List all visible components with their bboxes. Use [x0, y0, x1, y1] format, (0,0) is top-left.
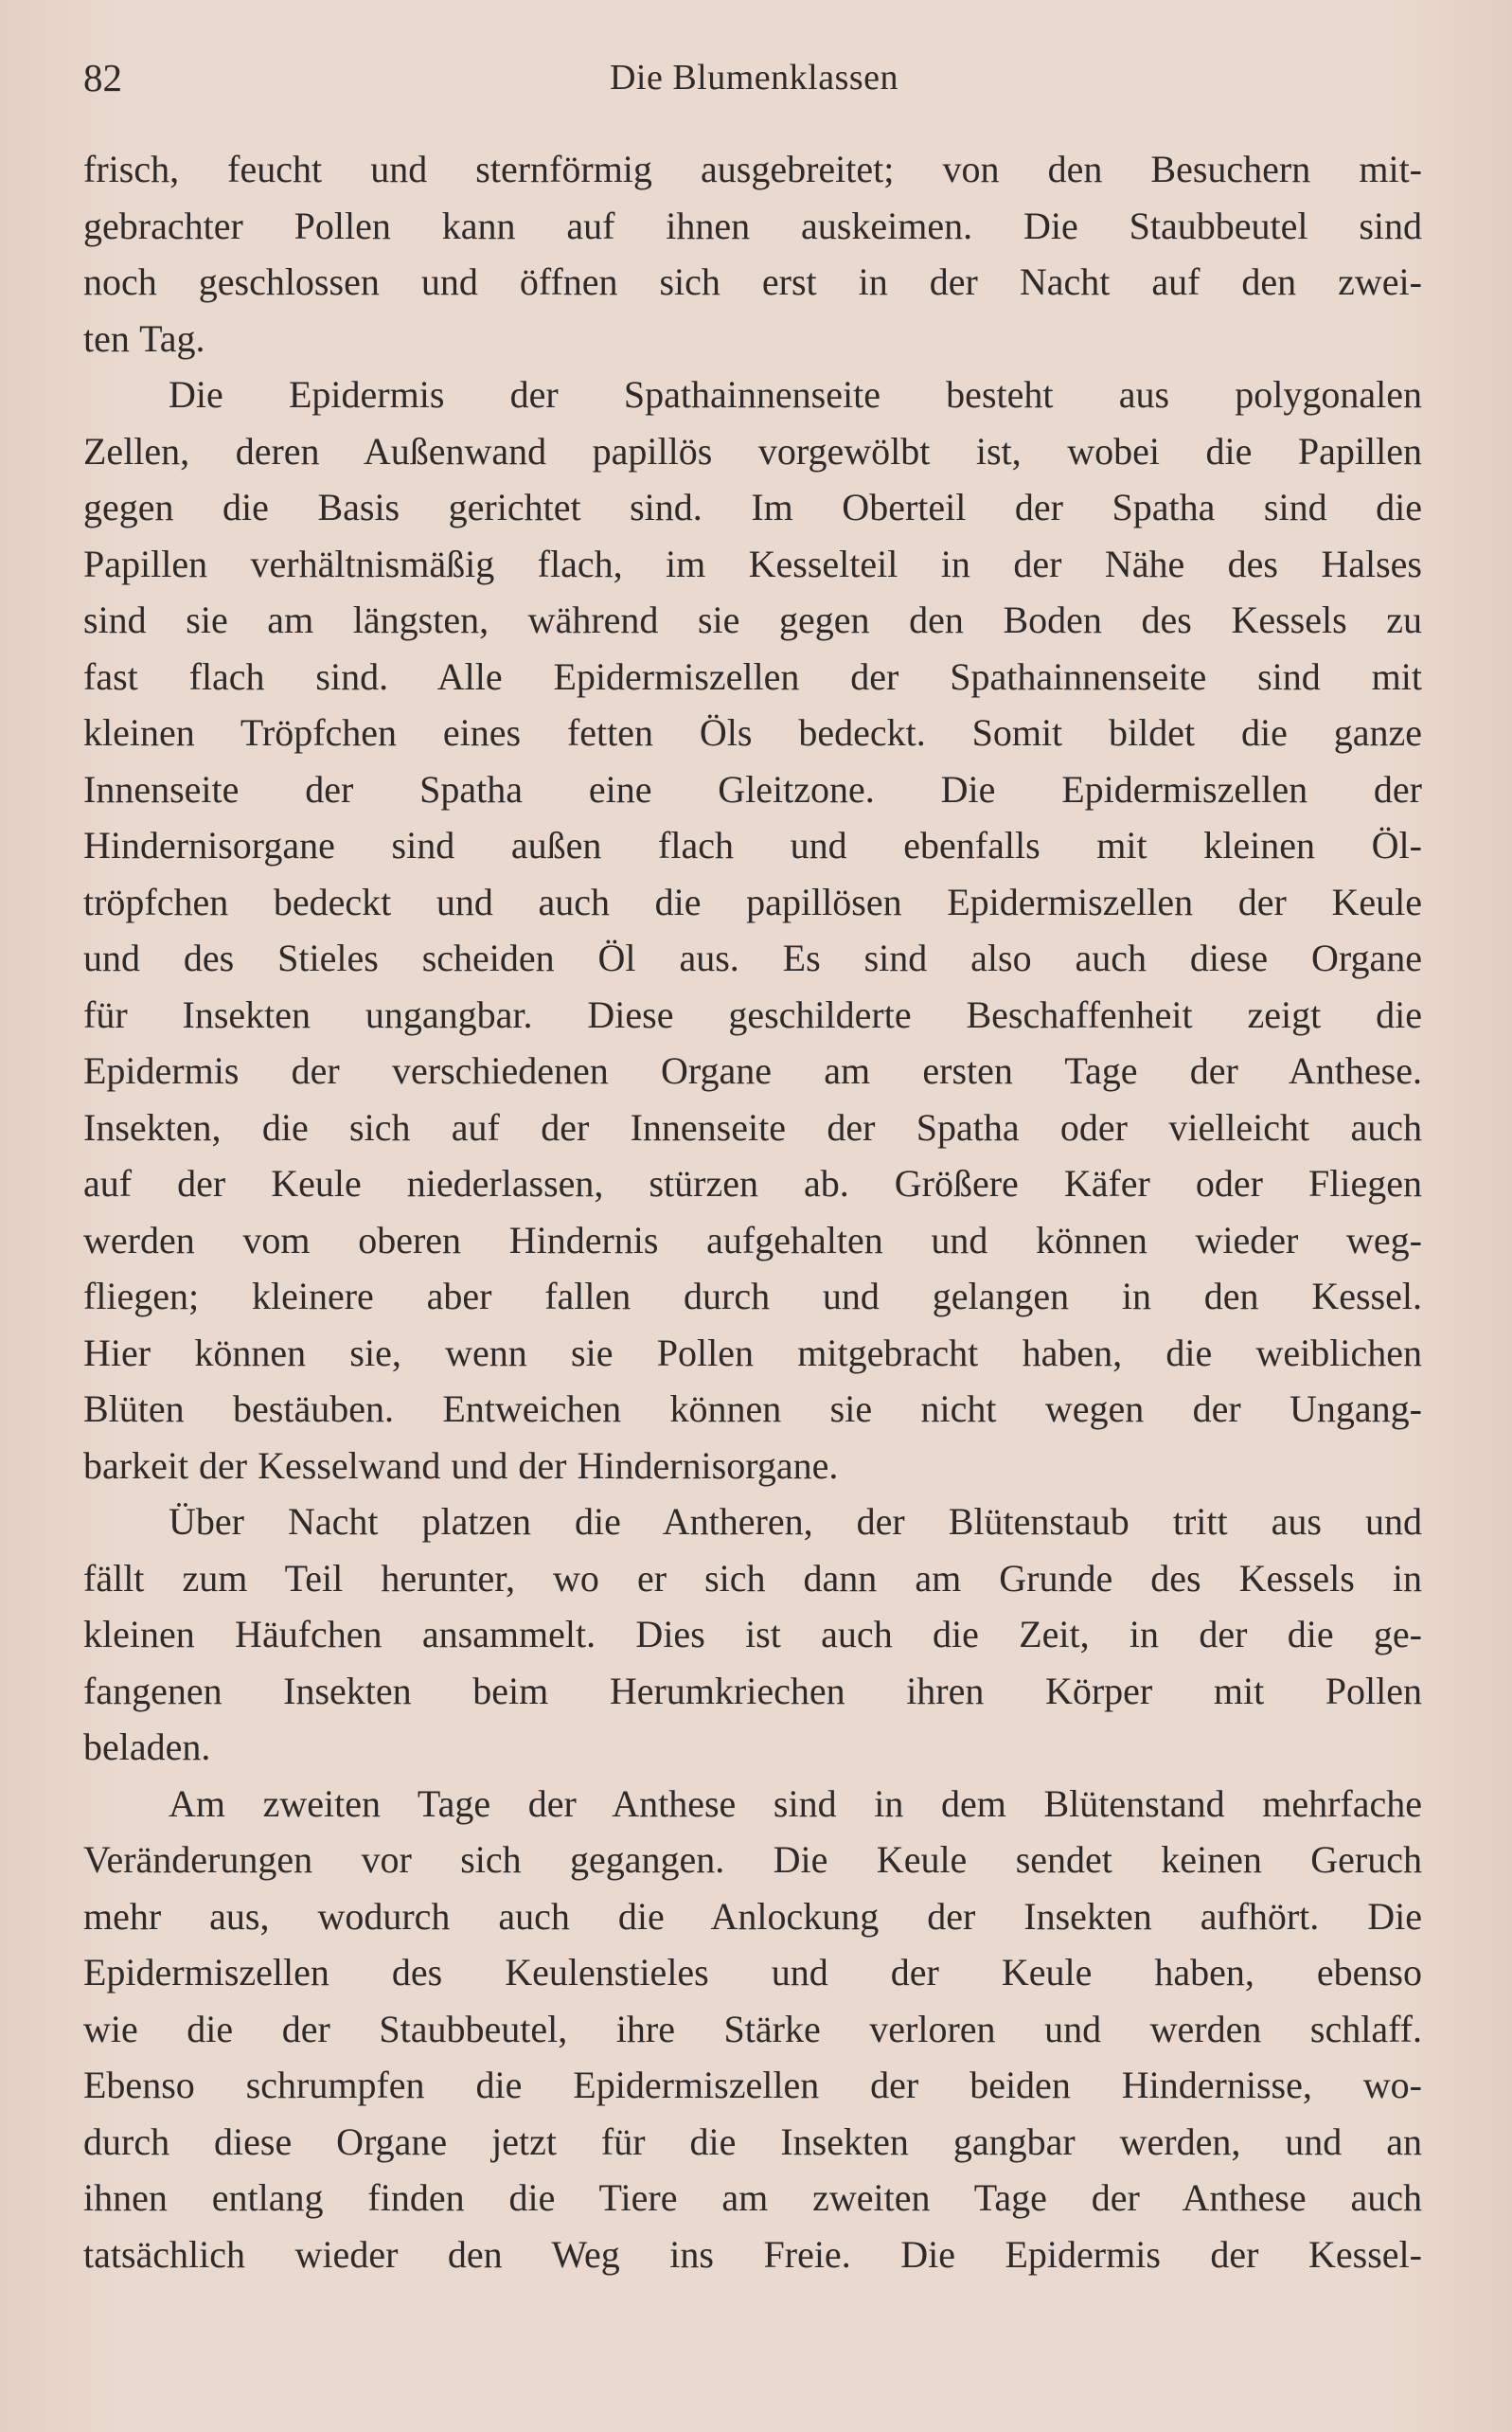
text-line: kleinen Häufchen ansammelt. Dies ist auch die Zeit, in der die ge-	[83, 1613, 1422, 1655]
text-line: tatsächlich wieder den Weg ins Freie. Die Epidermis der Kessel-	[83, 2232, 1422, 2276]
text-line: Epidermiszellen des Keulenstieles und der Keule haben, ebenso	[83, 1951, 1422, 1994]
text-line: Am zweiten Tage der Anthese sind in dem Blütenstand mehrfache	[169, 1781, 1422, 1825]
text-line: wie die der Staubbeutel, ihre Stärke verloren und werden schlaff.	[83, 2007, 1422, 2050]
text-line: Insekten, die sich auf der Innenseite der Spatha oder vielleicht auch	[83, 1105, 1422, 1149]
text-line: tröpfchen bedeckt und auch die papillösen Epidermiszellen der Keule	[83, 880, 1422, 923]
text-line: werden vom oberen Hindernis aufgehalten und können wieder weg-	[83, 1218, 1422, 1261]
running-header	[83, 49, 1425, 106]
body-text	[83, 141, 1422, 2282]
text-line: gegen die Basis gerichtet sind. Im Oberteil der Spatha sind die	[83, 486, 1422, 528]
text-line: mehr aus, wodurch auch die Anlockung der Insekten aufhört. Die	[83, 1894, 1422, 1938]
text-line: für Insekten ungangbar. Diese geschilderte Beschaffenheit zeigt die	[83, 992, 1422, 1036]
text-line: und des Stieles scheiden Öl aus. Es sind also auch diese Organe	[83, 937, 1422, 979]
text-line: fangenen Insekten beim Herumkriechen ihren Körper mit Pollen	[83, 1669, 1422, 1712]
text-line: noch geschlossen und öffnen sich erst in der Nacht auf den zwei-	[83, 260, 1422, 303]
page-number: 82	[83, 56, 122, 99]
text-line: Die Epidermis der Spathainnenseite besteht aus polygonalen	[169, 373, 1422, 416]
running-title: Die Blumenklassen	[609, 58, 899, 98]
text-line: Veränderungen vor sich gegangen. Die Keule sendet keinen Geruch	[83, 1838, 1422, 1881]
text-line: barkeit der Kesselwand und der Hindernisorgane.	[83, 1443, 839, 1487]
text-line: Hier können sie, wenn sie Pollen mitgebracht haben, die weiblichen	[83, 1331, 1422, 1374]
text-line: beladen.	[83, 1726, 211, 1768]
text-line: Innenseite der Spatha eine Gleitzone. Die Epidermiszellen der	[83, 767, 1422, 811]
text-line: frisch, feucht und sternförmig ausgebreitet; von den Besuchern mit-	[83, 148, 1422, 190]
text-line: ihnen entlang finden die Tiere am zweiten Tage der Anthese auch	[83, 2176, 1422, 2219]
text-line: Ebenso schrumpfen die Epidermiszellen der beiden Hindernisse, wo-	[83, 2064, 1422, 2106]
text-line: auf der Keule niederlassen, stürzen ab. Größere Käfer oder Fliegen	[83, 1162, 1422, 1205]
text-line: Blüten bestäuben. Entweichen können sie nicht wegen der Ungang-	[83, 1387, 1422, 1430]
text-line: Papillen verhältnismäßig flach, im Kesselteil in der Nähe des Halses	[83, 542, 1422, 585]
paragraph-2	[83, 367, 1422, 1493]
text-line: fliegen; kleinere aber fallen durch und gelangen in den Kessel.	[83, 1275, 1422, 1317]
text-line: sind sie am längsten, während sie gegen den Boden des Kessels zu	[83, 599, 1422, 641]
text-line: Über Nacht platzen die Antheren, der Blütenstaub tritt aus und	[169, 1500, 1422, 1543]
paragraph-1	[83, 141, 1422, 367]
paragraph-4	[83, 1776, 1422, 2283]
text-line: Hindernisorgane sind außen flach und ebenfalls mit kleinen Öl-	[83, 824, 1422, 867]
text-line: kleinen Tröpfchen eines fetten Öls bedeckt. Somit bildet die ganze	[83, 711, 1422, 754]
text-line: fast flach sind. Alle Epidermiszellen der Spathainnenseite sind mit	[83, 654, 1422, 698]
text-line: fällt zum Teil herunter, wo er sich dann am Grunde des Kessels in	[83, 1556, 1422, 1600]
text-line: durch diese Organe jetzt für die Insekten gangbar werden, und an	[83, 2119, 1422, 2163]
text-line: gebrachter Pollen kann auf ihnen auskeimen. Die Staubbeutel sind	[83, 204, 1422, 247]
text-line: ten Tag.	[83, 316, 205, 360]
text-line: Zellen, deren Außenwand papillös vorgewölbt ist, wobei die Papillen	[83, 429, 1422, 473]
paragraph-3	[83, 1493, 1422, 1776]
text-line: Epidermis der verschiedenen Organe am ersten Tage der Anthese.	[83, 1049, 1422, 1092]
